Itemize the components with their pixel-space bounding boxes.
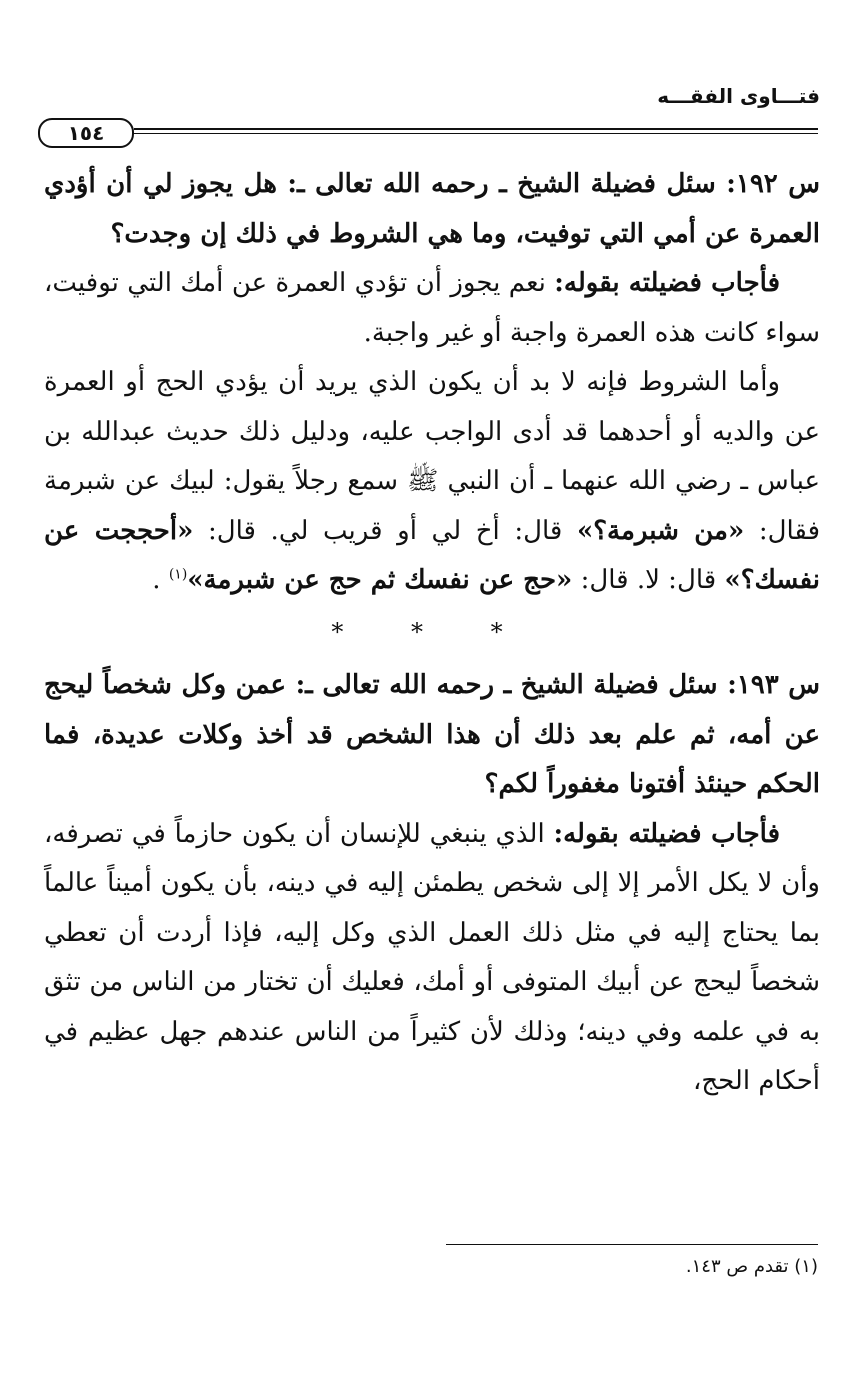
footnote-reference: (١) — [168, 566, 188, 583]
header-rule — [134, 128, 818, 134]
page-body — [44, 160, 820, 1107]
question-192-text: سئل فضيلة الشيخ ـ رحمه الله تعالى ـ: هل يجوز لي أن أؤدي العمرة عن أمي التي توفيت، وما هي الشروط في ذلك إن وجدت؟ — [44, 169, 820, 249]
question-192 — [44, 160, 820, 259]
answer-192-lead: فأجاب فضيلته بقوله: — [554, 268, 781, 298]
hadith-quote-1: «من شبرمة؟» — [576, 515, 745, 546]
sentence-end: . — [152, 565, 161, 595]
answer-193-text: الذي ينبغي للإنسان أن يكون حازماً في تصرفه، وأن لا يكل الأمر إلا إلى شخص يطمئن إليه في دينه، بأن يكون أميناً عالماً بما يحتاج إليه في مثل ذلك العمل الذي وكل إليه، فإذا أردت أن تعطي شخصاً ليحج عن أبيك المتوفى أو أمك، فعليك أن تختار من الناس من تثق به في علمه وفي دينه؛ وذلك لأن كثيراً من الناس عندهم جهل عظيم في أحكام الحج، — [44, 818, 821, 1096]
header-title: فتـــاوى الفقـــه — [657, 84, 820, 108]
question-193 — [44, 661, 820, 810]
question-193-label: س ١٩٣: — [727, 670, 821, 700]
footnote-rule — [446, 1244, 818, 1245]
hadith-quote-3: «حج عن نفسك ثم حج عن شبرمة» — [187, 565, 573, 595]
answer-192-text-1: نعم يجوز أن تؤدي العمرة عن أمك التي توفيت، سواء كانت هذه العمرة واجبة أو غير واجبة. — [44, 268, 820, 348]
header-rule-area — [38, 118, 818, 148]
running-header — [40, 82, 828, 118]
answer-192-text-2: وأما الشروط فإنه لا بد أن يكون الذي يريد أن يؤدي الحج أو العمرة عن والديه أو أحدهما قد أدى الواجب عليه، ودليل ذلك حديث عبدالله بن عباس ـ رضي الله عنهما ـ أن النبي ﷺ سمع رجلاً يقول: لبيك عن شبرمة فقال: — [44, 367, 821, 546]
section-separator: * * * — [331, 617, 533, 646]
answer-193 — [44, 810, 820, 1107]
hadith-quote-2: «أحججت عن نفسك؟» — [44, 515, 820, 595]
footnote: (١) تقدم ص ١٤٣. — [685, 1256, 818, 1277]
answer-192-paragraph-2 — [44, 358, 820, 606]
answer-193-lead: فأجاب فضيلته بقوله: — [553, 818, 780, 849]
answer-192-paragraph-1 — [44, 259, 820, 358]
hadith-mid-2: قال: لا. قال: — [580, 565, 717, 595]
page-number: ١٥٤ — [38, 118, 134, 148]
hadith-mid-1: قال: أخ لي أو قريب لي. قال: — [207, 515, 563, 546]
question-193-text: سئل فضيلة الشيخ ـ رحمه الله تعالى ـ: عمن وكل شخصاً ليحج عن أمه، ثم علم بعد ذلك أن هذا الشخص قد أخذ وكلات عديدة، فما الحكم حينئذ أفتونا مغفوراً لكم؟ — [44, 670, 820, 799]
question-192-label: س ١٩٢: — [726, 169, 820, 199]
